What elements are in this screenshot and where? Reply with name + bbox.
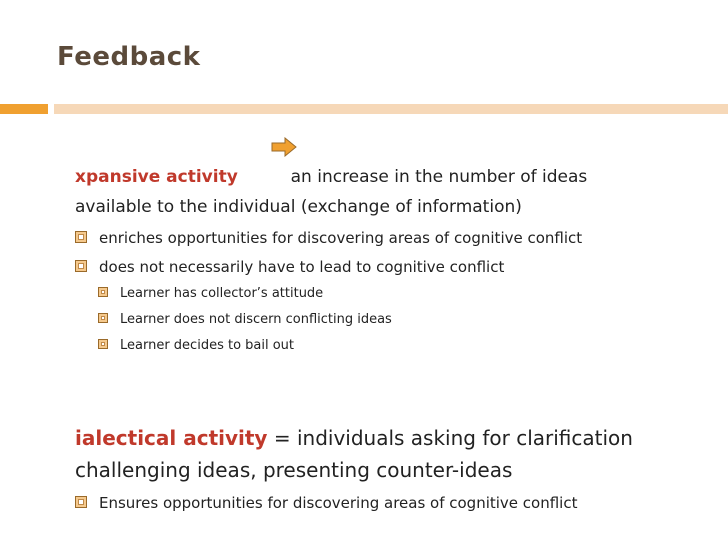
- square-bullet-icon: [75, 496, 87, 508]
- square-bullet-icon: [98, 339, 108, 349]
- section1-definition: an increase in the number of ideas: [290, 167, 588, 187]
- section1-line1: [75, 164, 587, 190]
- square-bullet-icon: [98, 313, 108, 323]
- list-item: enriches opportunities for discovering areas of cognitive conflict: [75, 227, 582, 249]
- section1-line2: available to the individual (exchange of information): [75, 197, 522, 217]
- section2-line1: [75, 422, 633, 454]
- slide-title: Feedback: [57, 42, 201, 72]
- right-arrow-icon: [271, 137, 297, 157]
- section2-equals: = individuals asking for clarification: [267, 426, 633, 450]
- list-item: Learner has collector’s attitude: [98, 284, 323, 304]
- list-item: does not necessarily have to lead to cognitive conflict: [75, 256, 504, 278]
- list-item: Ensures opportunities for discovering areas of cognitive conflict: [75, 492, 577, 514]
- square-bullet-icon: [75, 231, 87, 243]
- title-rule: [54, 104, 728, 114]
- list-item: Learner decides to bail out: [98, 336, 294, 356]
- title-rule-accent: [0, 104, 48, 114]
- list-item: Learner does not discern conflicting ideas: [98, 310, 392, 330]
- section2-term: ialectical activity: [75, 426, 268, 450]
- section2-line2: challenging ideas, presenting counter-ideas: [75, 458, 513, 482]
- square-bullet-icon: [75, 260, 87, 272]
- square-bullet-icon: [98, 287, 108, 297]
- section1-term: xpansive activity: [75, 167, 238, 187]
